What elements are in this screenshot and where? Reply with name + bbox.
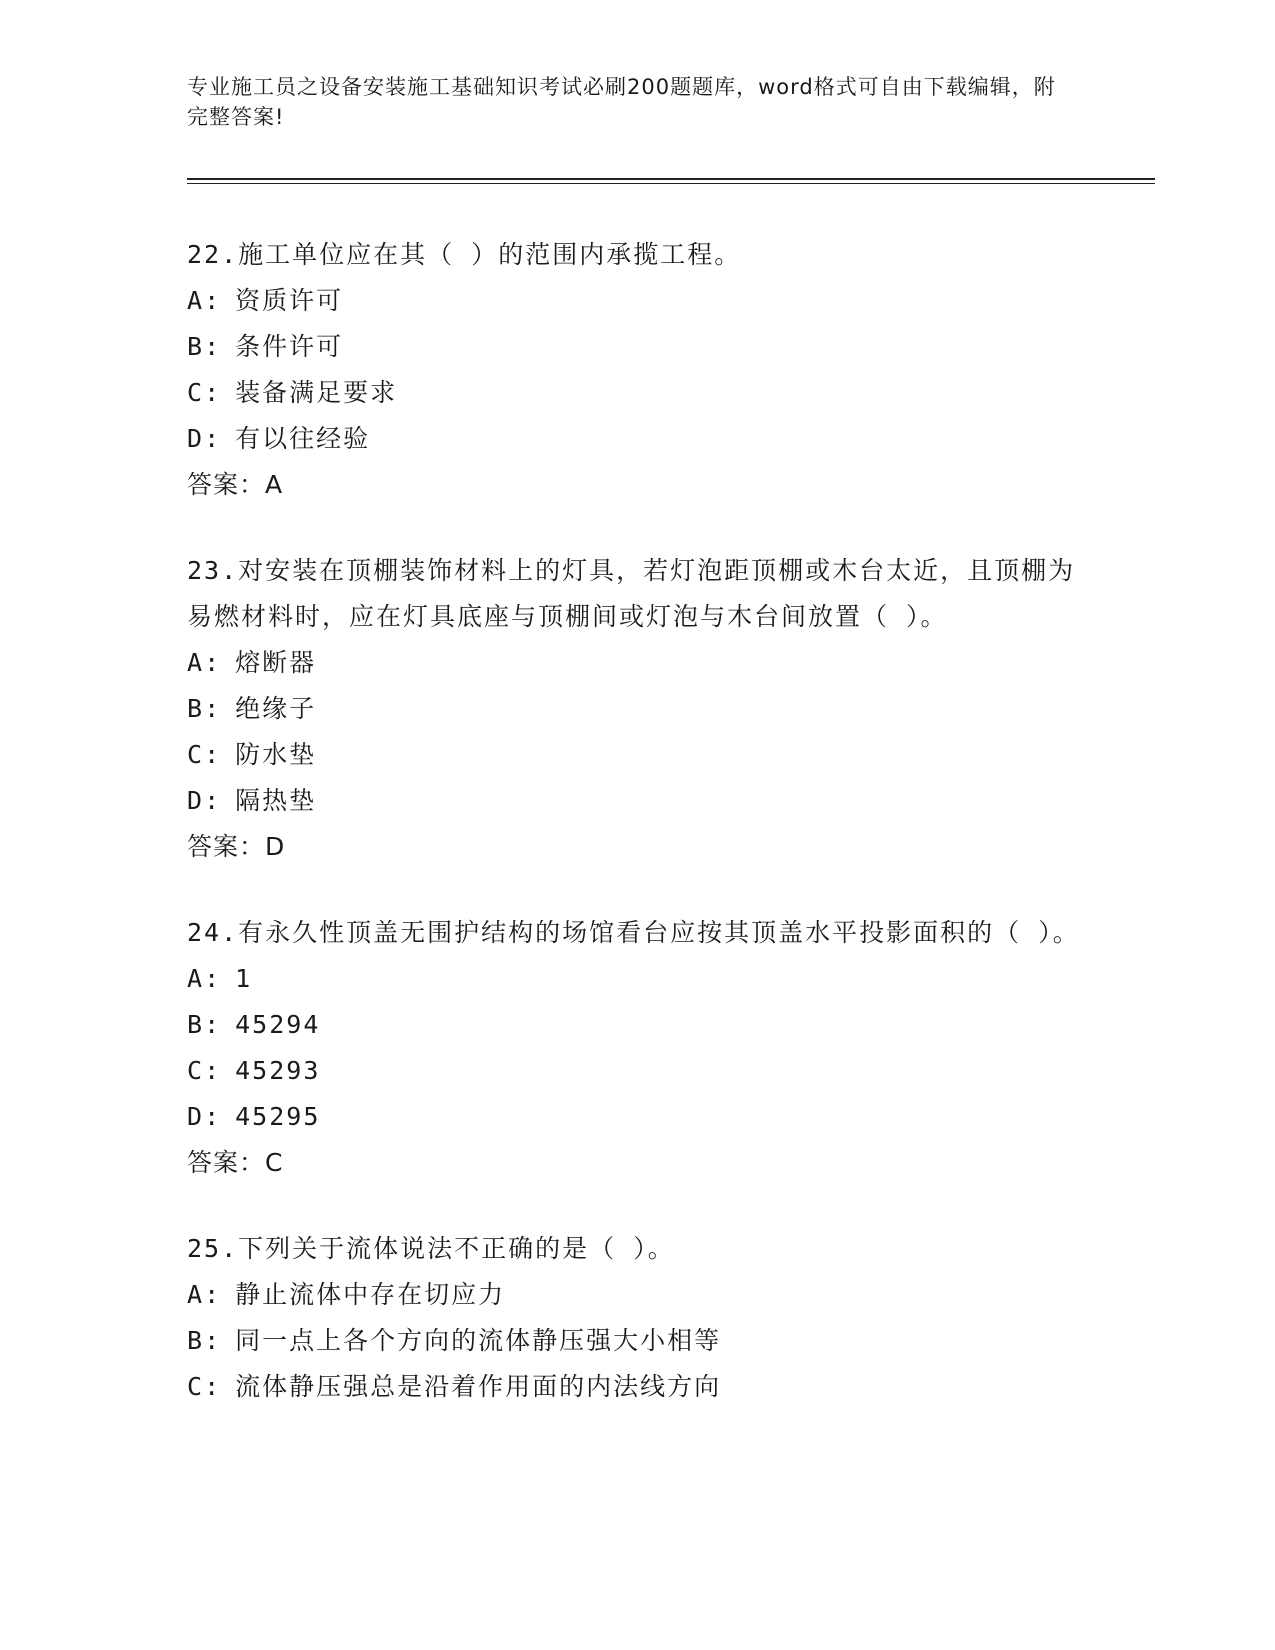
option-letter: D	[187, 424, 205, 453]
option-text: 同一点上各个方向的流体静压强大小相等	[235, 1326, 722, 1355]
question-text: 24.有永久性顶盖无围护结构的场馆看台应按其顶盖水平投影面积的（ ）。	[187, 918, 1080, 947]
question-24	[187, 910, 1087, 1186]
option-b	[187, 1318, 1087, 1364]
option-letter: B	[187, 1326, 205, 1355]
option-letter: C	[187, 378, 205, 407]
option-text: 45294	[235, 1010, 321, 1039]
answer-line: 答案：C	[187, 1148, 284, 1177]
option-separator: :	[204, 964, 222, 993]
option-text: 防水垫	[235, 740, 317, 769]
option-a	[187, 1272, 1087, 1318]
option-letter: A	[187, 1280, 205, 1309]
option-separator: :	[204, 786, 222, 815]
option-separator: :	[204, 1056, 222, 1085]
option-letter: A	[187, 648, 205, 677]
option-text: 流体静压强总是沿着作用面的内法线方向	[235, 1372, 722, 1401]
option-text: 有以往经验	[235, 424, 371, 453]
option-letter: C	[187, 1372, 205, 1401]
option-separator: :	[204, 1010, 222, 1039]
option-text: 45295	[235, 1102, 321, 1131]
option-letter: A	[187, 286, 205, 315]
question-25	[187, 1226, 1087, 1410]
option-a	[187, 640, 1087, 686]
option-separator: :	[204, 648, 222, 677]
option-separator: :	[204, 332, 222, 361]
option-text: 装备满足要求	[235, 378, 398, 407]
option-letter: A	[187, 964, 205, 993]
option-separator: :	[204, 424, 222, 453]
option-letter: D	[187, 786, 205, 815]
header-divider-thick	[187, 178, 1155, 180]
question-text: 25.下列关于流体说法不正确的是（ ）。	[187, 1234, 675, 1263]
option-text: 熔断器	[235, 648, 317, 677]
option-letter: C	[187, 740, 205, 769]
option-separator: :	[204, 1326, 222, 1355]
option-text: 资质许可	[235, 286, 344, 315]
question-22	[187, 232, 1087, 508]
option-c	[187, 1364, 1087, 1410]
header-divider-thin	[187, 183, 1155, 184]
option-c	[187, 370, 1087, 416]
question-text: 22.施工单位应在其（ ）的范围内承揽工程。	[187, 240, 742, 269]
option-separator: :	[204, 740, 222, 769]
option-c	[187, 732, 1087, 778]
option-b	[187, 686, 1087, 732]
option-separator: :	[204, 694, 222, 723]
option-d	[187, 778, 1087, 824]
option-a	[187, 956, 1087, 1002]
option-letter: B	[187, 694, 205, 723]
option-text: 隔热垫	[235, 786, 317, 815]
document-header: 专业施工员之设备安装施工基础知识考试必刷200题题库，word格式可自由下载编辑，附完整答案!	[187, 75, 1056, 129]
option-text: 45293	[235, 1056, 321, 1085]
option-c	[187, 1048, 1087, 1094]
answer-line: 答案：A	[187, 470, 284, 499]
option-letter: B	[187, 1010, 205, 1039]
option-text: 1	[235, 964, 253, 993]
answer-line: 答案：D	[187, 832, 286, 861]
option-d	[187, 416, 1087, 462]
option-b	[187, 1002, 1087, 1048]
option-letter: D	[187, 1102, 205, 1131]
option-b	[187, 324, 1087, 370]
option-text: 静止流体中存在切应力	[235, 1280, 506, 1309]
option-letter: C	[187, 1056, 205, 1085]
option-letter: B	[187, 332, 205, 361]
option-text: 绝缘子	[235, 694, 317, 723]
option-a	[187, 278, 1087, 324]
question-text: 23.对安装在顶棚装饰材料上的灯具，若灯泡距顶棚或木台太近，且顶棚为易燃材料时，应在灯具底座与顶棚间或灯泡与木台间放置（ ）。	[187, 556, 1076, 631]
option-separator: :	[204, 1372, 222, 1401]
option-d	[187, 1094, 1087, 1140]
option-separator: :	[204, 378, 222, 407]
option-separator: :	[204, 1280, 222, 1309]
option-text: 条件许可	[235, 332, 344, 361]
option-separator: :	[204, 286, 222, 315]
question-23	[187, 548, 1087, 870]
question-list	[187, 232, 1087, 1450]
option-separator: :	[204, 1102, 222, 1131]
